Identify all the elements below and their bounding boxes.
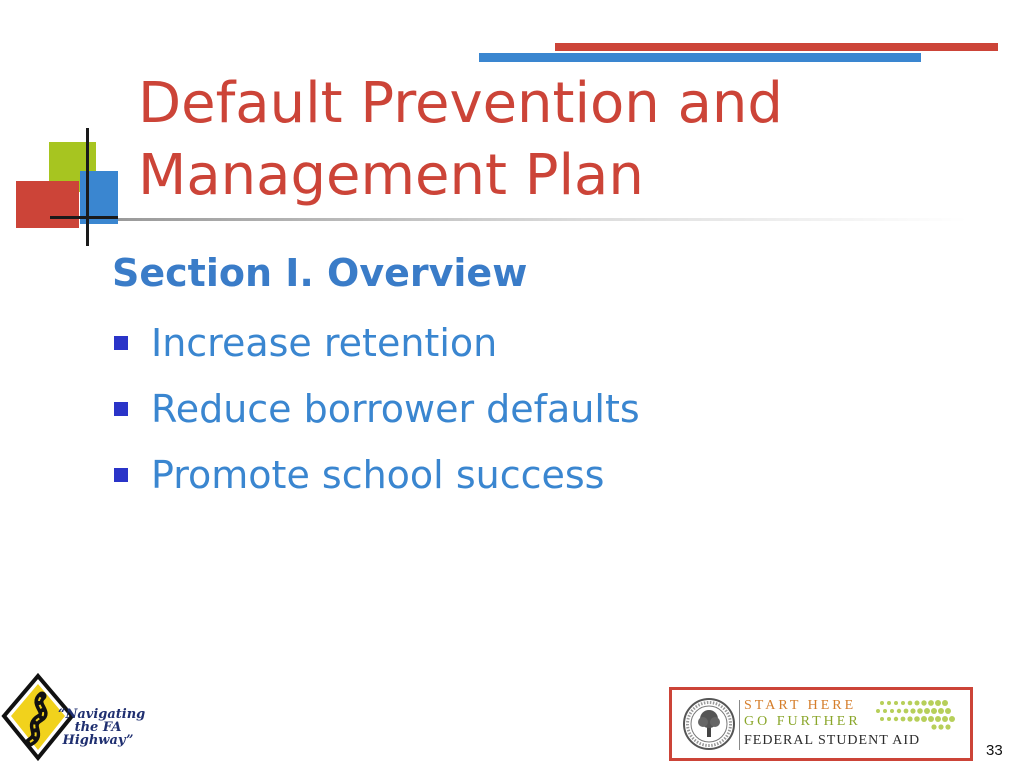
decor-red-square (16, 181, 79, 228)
bullet-item (114, 310, 640, 376)
fsa-divider (739, 700, 740, 750)
section-heading: Section I. Overview (112, 251, 528, 295)
dot-pattern-icon (874, 699, 958, 731)
square-bullet-icon (114, 402, 128, 416)
fsa-wordmark: FEDERAL STUDENT AID (744, 733, 921, 748)
badge-caption-line2: the FA (74, 720, 122, 735)
badge-caption (58, 707, 146, 748)
bullet-item (114, 376, 640, 442)
fsa-tagline-start-here: START HERE (744, 698, 857, 713)
square-bullet-icon (114, 336, 128, 350)
department-of-education-seal-icon (682, 697, 736, 751)
top-blue-bar (479, 53, 921, 62)
fsa-tagline-go-further: GO FURTHER (744, 714, 861, 729)
bullet-text: Increase retention (151, 321, 498, 365)
bullet-text: Reduce borrower defaults (151, 387, 640, 431)
bullet-item (114, 442, 640, 508)
page-number: 33 (986, 742, 1003, 759)
slide-title-line2: Management Plan (138, 143, 644, 208)
badge-caption-line3: Highway” (62, 733, 134, 748)
slide-title (138, 68, 978, 212)
decor-horizontal-line (50, 216, 118, 219)
bullet-text: Promote school success (151, 453, 605, 497)
slide-title-line1: Default Prevention and (138, 71, 783, 136)
title-underline (118, 218, 968, 221)
badge-caption-line1: “Navigating (58, 707, 146, 722)
top-red-bar (555, 43, 998, 51)
square-bullet-icon (114, 468, 128, 482)
decor-vertical-line (86, 128, 89, 246)
bullet-list (114, 310, 640, 508)
